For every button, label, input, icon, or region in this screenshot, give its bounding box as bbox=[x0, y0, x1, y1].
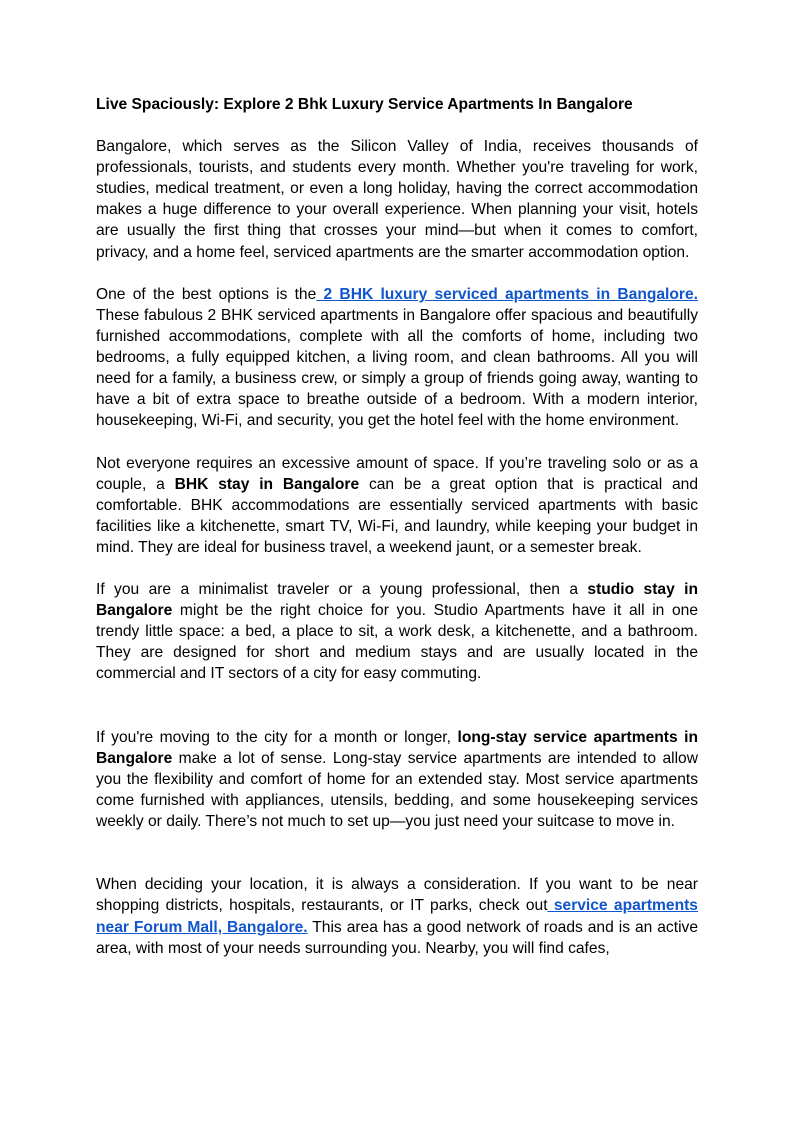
paragraph-text: might be the right choice for you. Studio Apartments have it all in one trendy little space: a bed, a place to sit, a work desk, a kitchenette, and a bathroom. They are designed for short and medium stays and are usually located in the commercial and IT sectors of a city for easy commuting. bbox=[96, 602, 698, 683]
document-page bbox=[96, 94, 698, 980]
paragraph-studio-stay bbox=[96, 579, 698, 684]
paragraph-2bhk bbox=[96, 284, 698, 432]
paragraph-long-stay bbox=[96, 727, 698, 832]
paragraph-text: can be a great option that is practical and comfortable. BHK accommodations are essentially serviced apartments with basic facilities like a kitchenette, smart TV, Wi-Fi, and laundry, while keeping your budget in mind. They are ideal for business travel, a weekend jaunt, or a semester break. bbox=[96, 475, 698, 556]
paragraph-text: These fabulous 2 BHK serviced apartments in Bangalore offer spacious and beautifully furnished accommodations, complete with all the comforts of home, including two bedrooms, a fully equipped kitchen, a living room, and clean bathrooms. All you will need for a family, a business crew, or simply a group of friends going away, wanting to have a bit of extra space to breathe outside of a bedroom. With a modern interior, housekeeping, Wi-Fi, and security, you get the hotel feel with the home environment. bbox=[96, 306, 698, 430]
paragraph-intro: Bangalore, which serves as the Silicon Valley of India, receives thousands of professionals, tourists, and students every month. Whether you're traveling for work, studies, medical treatment, or even a long holiday, having the correct accommodation makes a huge difference to your overall experience. When planning your visit, hotels are usually the first thing that crosses your mind—but when it comes to comfort, privacy, and a home feel, serviced apartments are the smarter accommodation option. bbox=[96, 138, 698, 261]
document-title: Live Spaciously: Explore 2 Bhk Luxury Service Apartments In Bangalore bbox=[96, 96, 633, 113]
link-forum-mall-apartments[interactable]: service apartments near Forum Mall, Bangalore. bbox=[96, 897, 698, 936]
link-2bhk-luxury-apartments[interactable]: 2 BHK luxury serviced apartments in Bangalore. bbox=[316, 285, 698, 303]
paragraph-text: make a lot of sense. Long-stay service apartments are intended to allow you the flexibility and comfort of home for an extended stay. Most service apartments come furnished with appliances, utensils, bedding, and some housekeeping services weekly or daily. There’s not much to set up—you just need your suitcase to move in. bbox=[96, 749, 698, 831]
blank-line bbox=[96, 853, 698, 874]
bold-long-stay: long-stay service apartments in Bangalore bbox=[96, 728, 699, 767]
paragraph-location bbox=[96, 874, 698, 958]
bold-bhk-stay: BHK stay in Bangalore bbox=[174, 475, 360, 493]
paragraph-text: If you are a minimalist traveler or a young professional, then a bbox=[96, 581, 588, 599]
blank-line bbox=[96, 706, 698, 727]
paragraph-text: Not everyone requires an excessive amount of space. If you’re traveling solo or as a couple, a bbox=[96, 454, 698, 493]
paragraph-text: When deciding your location, it is always a consideration. If you want to be near shopping districts, hospitals, restaurants, or IT parks, check out bbox=[96, 876, 698, 915]
paragraph-bhk-stay bbox=[96, 453, 698, 558]
bold-studio-stay: studio stay in Bangalore bbox=[96, 581, 698, 620]
paragraph-text: One of the best options is the bbox=[96, 285, 317, 303]
paragraph-text: This area has a good network of roads and is an active area, with most of your needs surrounding you. Nearby, you will find cafes, bbox=[96, 918, 698, 957]
paragraph-text: If you're moving to the city for a month or longer, bbox=[96, 728, 458, 746]
